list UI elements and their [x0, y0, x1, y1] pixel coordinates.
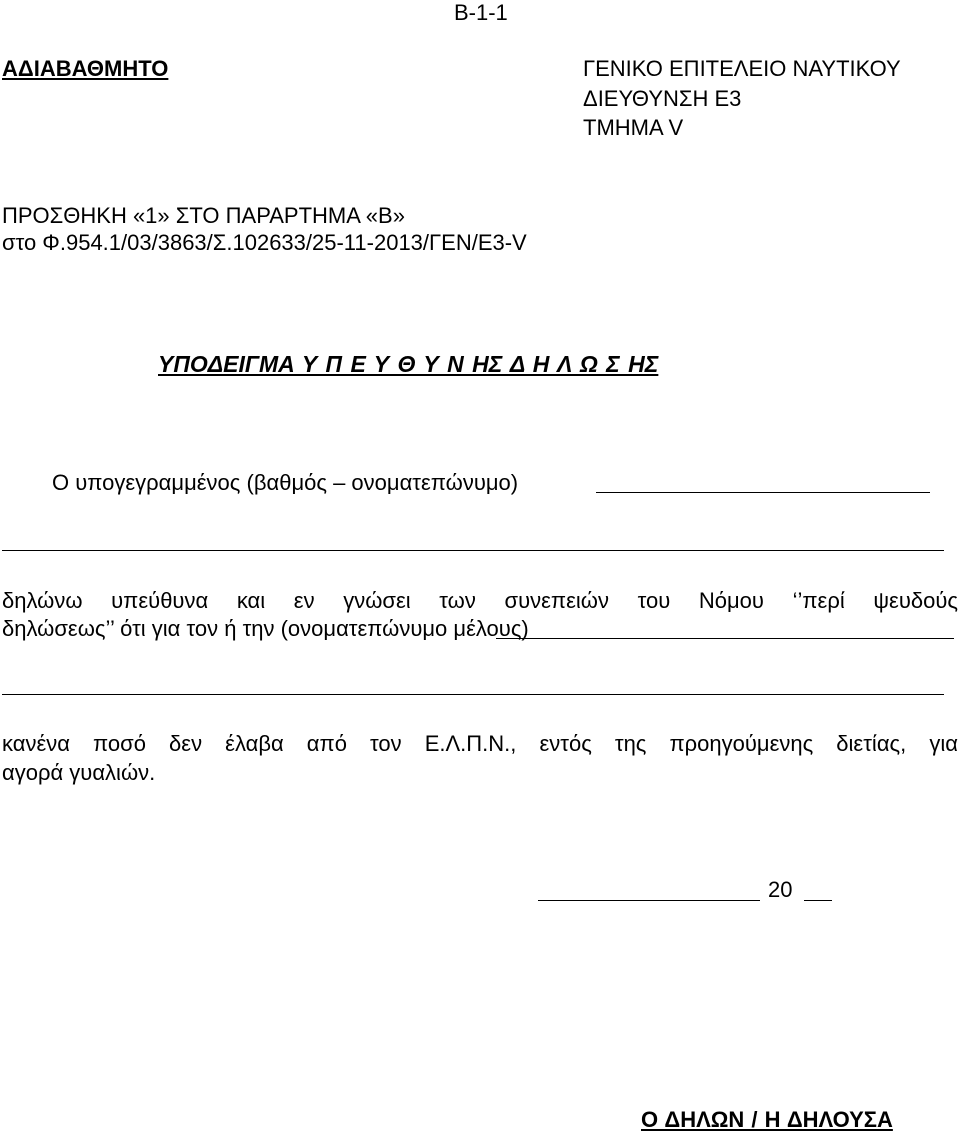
word: ψευδούς [873, 588, 958, 613]
rank-name-blank[interactable] [596, 492, 930, 493]
word: δηλώνω [2, 588, 83, 613]
word: εντός [539, 731, 592, 756]
page-reference: Β-1-1 [454, 0, 508, 25]
word: για [929, 731, 958, 756]
date-year: 20 [768, 877, 793, 902]
attachment-title: ΠΡΟΣΘΗΚΗ «1» ΣΤΟ ΠΑΡΑΡΤΗΜΑ «Β» [2, 203, 405, 228]
signature-label: Ο ΔΗΛΩΝ / Η ΔΗΛΟΥΣΑ [641, 1107, 893, 1132]
word: συνεπειών [504, 588, 609, 613]
date-year-blank[interactable] [804, 900, 832, 901]
rank-name-blank-continued[interactable] [2, 550, 944, 551]
word: από [306, 731, 347, 756]
word: τον [370, 731, 402, 756]
undersigned-label: Ο υπογεγραμμένος (βαθμός – ονοματεπώνυμο) [52, 470, 519, 495]
word: Ε.Λ.Π.Ν., [424, 731, 517, 756]
word: ‘’περί [792, 588, 845, 613]
received-line-1 [2, 731, 958, 757]
attachment-reference: στο Φ.954.1/03/3863/Σ.102633/25-11-2013/ΓΕΝ/Ε3-V [2, 230, 527, 255]
word: εν [293, 588, 315, 613]
word: υπεύθυνα [111, 588, 209, 613]
header-directorate: ΔΙΕΥΘΥΝΣΗ Ε3 [583, 86, 742, 111]
received-line-2: αγορά γυαλιών. [2, 760, 156, 785]
declaration-line-1 [2, 588, 958, 614]
header-organization: ΓΕΝΙΚΟ ΕΠΙΤΕΛΕΙΟ ΝΑΥΤΙΚΟΥ [583, 56, 901, 81]
word: της [614, 731, 647, 756]
word: προηγούμενης [669, 731, 814, 756]
header-section: ΤΜΗΜΑ V [583, 115, 684, 140]
word: των [439, 588, 476, 613]
word: διετίας, [836, 731, 907, 756]
date-blank[interactable] [538, 900, 760, 901]
word: Νόμου [698, 588, 764, 613]
word: κανένα [2, 731, 70, 756]
member-name-blank-continued[interactable] [2, 694, 944, 695]
classification-label: ΑΔΙΑΒΑΘΜΗΤΟ [2, 56, 169, 81]
word: δεν [169, 731, 203, 756]
document-title: ΥΠΟΔΕΙΓΜΑ Υ Π Ε Υ Θ Υ Ν ΗΣ Δ Η Λ Ω Σ ΗΣ [158, 351, 659, 377]
word: του [637, 588, 671, 613]
word: ποσό [93, 731, 146, 756]
member-name-blank[interactable] [496, 638, 954, 639]
word: έλαβα [225, 731, 284, 756]
word: γνώσει [343, 588, 411, 613]
word: και [236, 588, 266, 613]
declaration-line-2: δηλώσεως’’ ότι για τον ή την (ονοματεπώνυμο μέλους) [2, 616, 529, 641]
